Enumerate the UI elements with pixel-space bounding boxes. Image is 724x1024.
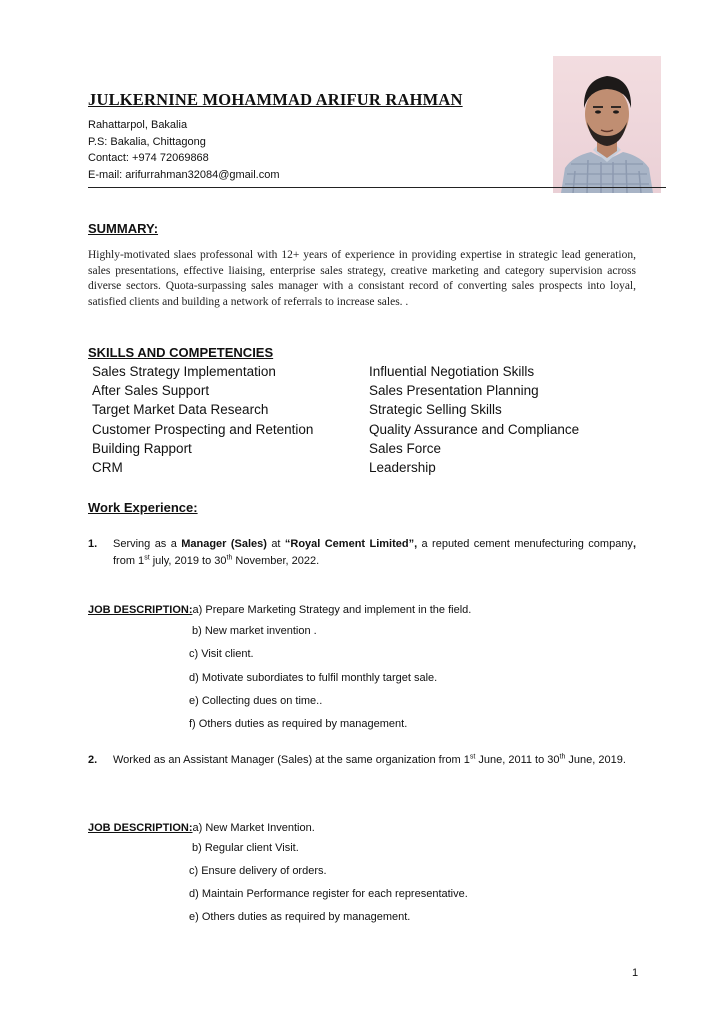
job-text: from 1 bbox=[113, 555, 145, 567]
job-date-suffix: st bbox=[469, 753, 476, 761]
job-company: “Royal Cement Limited”, bbox=[284, 538, 418, 550]
duty-item: d) Motivate subordiates to fulfil monthly target sale. bbox=[189, 672, 438, 684]
skills-heading: SKILLS AND COMPETENCIES bbox=[88, 345, 274, 360]
job-2-description bbox=[113, 752, 636, 769]
skill-item: Building Rapport bbox=[92, 441, 192, 456]
skill-item: Target Market Data Research bbox=[92, 402, 269, 417]
job-description-row bbox=[88, 818, 315, 836]
duty-item: c) Visit client. bbox=[189, 648, 254, 660]
duty-item: d) Maintain Performance register for each representative. bbox=[189, 888, 468, 900]
skill-item: Sales Force bbox=[369, 441, 442, 456]
duty-item: e) Others duties as required by management. bbox=[189, 911, 411, 923]
duty-item: a) New Market Invention. bbox=[192, 822, 315, 834]
contact-phone: Contact: +974 72069868 bbox=[88, 152, 209, 164]
work-experience-heading: Work Experience: bbox=[88, 500, 198, 515]
job-date-suffix: th bbox=[559, 753, 566, 761]
job-number: 2. bbox=[88, 754, 98, 766]
summary-heading: SUMMARY: bbox=[88, 221, 159, 236]
skill-item: After Sales Support bbox=[92, 383, 210, 398]
job-date-suffix: th bbox=[226, 554, 233, 562]
address-line-2: P.S: Bakalia, Chittagong bbox=[88, 135, 206, 148]
person-portrait-icon bbox=[553, 56, 661, 193]
job-text: a reputed cement menufecturing company bbox=[417, 538, 633, 550]
skill-item: Influential Negotiation Skills bbox=[369, 364, 535, 379]
duty-item: e) Collecting dues on time.. bbox=[189, 695, 323, 707]
address-line-1: Rahattarpol, Bakalia bbox=[88, 119, 188, 131]
skill-item: Sales Strategy Implementation bbox=[92, 364, 276, 379]
contact-block bbox=[88, 117, 280, 183]
job-text: November, 2022. bbox=[232, 555, 320, 567]
skill-item: Quality Assurance and Compliance bbox=[369, 422, 580, 437]
header-divider bbox=[88, 187, 666, 188]
duty-item: f) Others duties as required by management. bbox=[189, 718, 408, 730]
job-description-label: JOB DESCRIPTION: bbox=[88, 822, 193, 834]
profile-photo bbox=[553, 56, 661, 193]
contact-email: E-mail: arifurrahman32084@gmail.com bbox=[88, 168, 280, 181]
skill-item: Leadership bbox=[369, 460, 436, 475]
job-text: June, 2019. bbox=[565, 754, 626, 766]
job-role: Manager (Sales) bbox=[181, 538, 267, 550]
job-description-label: JOB DESCRIPTION: bbox=[88, 604, 193, 616]
skill-item: CRM bbox=[92, 460, 123, 475]
job-text: Serving as a bbox=[113, 538, 182, 550]
job-text: June, 2011 to 30 bbox=[475, 754, 560, 766]
job-date-suffix: st bbox=[144, 554, 150, 562]
job-1-description bbox=[113, 536, 636, 570]
job-text: at bbox=[266, 538, 285, 550]
candidate-name: JULKERNINE MOHAMMAD ARIFUR RAHMAN bbox=[88, 90, 463, 109]
skill-item: Strategic Selling Skills bbox=[369, 402, 502, 417]
job-text: , bbox=[632, 538, 636, 550]
job-description-row bbox=[88, 600, 471, 618]
job-number: 1. bbox=[88, 538, 98, 550]
summary-text: Highly-motivated slaes professonal with 12+ years of experience in providing expertise in strategic lead generation, sales presentations, effective liaising, enterprise sales strategy, creative marketing and category supervision across diverse sectors. Quota-surpassing sales manager with a consistant record of converting sales prospects into loyal, satisfied clients and building a network of referrals to increase sales. . bbox=[88, 249, 636, 308]
skill-item: Customer Prospecting and Retention bbox=[92, 422, 314, 437]
skill-item: Sales Presentation Planning bbox=[369, 383, 539, 398]
page-number: 1 bbox=[632, 967, 639, 979]
job-text: Worked as an Assistant Manager (Sales) at the same organization from 1 bbox=[113, 754, 470, 766]
duty-item: b) Regular client Visit. bbox=[192, 842, 299, 854]
job-text: july, 2019 to 30 bbox=[149, 555, 227, 567]
duty-item: c) Ensure delivery of orders. bbox=[189, 865, 327, 877]
duty-item: a) Prepare Marketing Strategy and implement in the field. bbox=[192, 604, 472, 616]
duty-item: b) New market invention . bbox=[192, 625, 317, 637]
